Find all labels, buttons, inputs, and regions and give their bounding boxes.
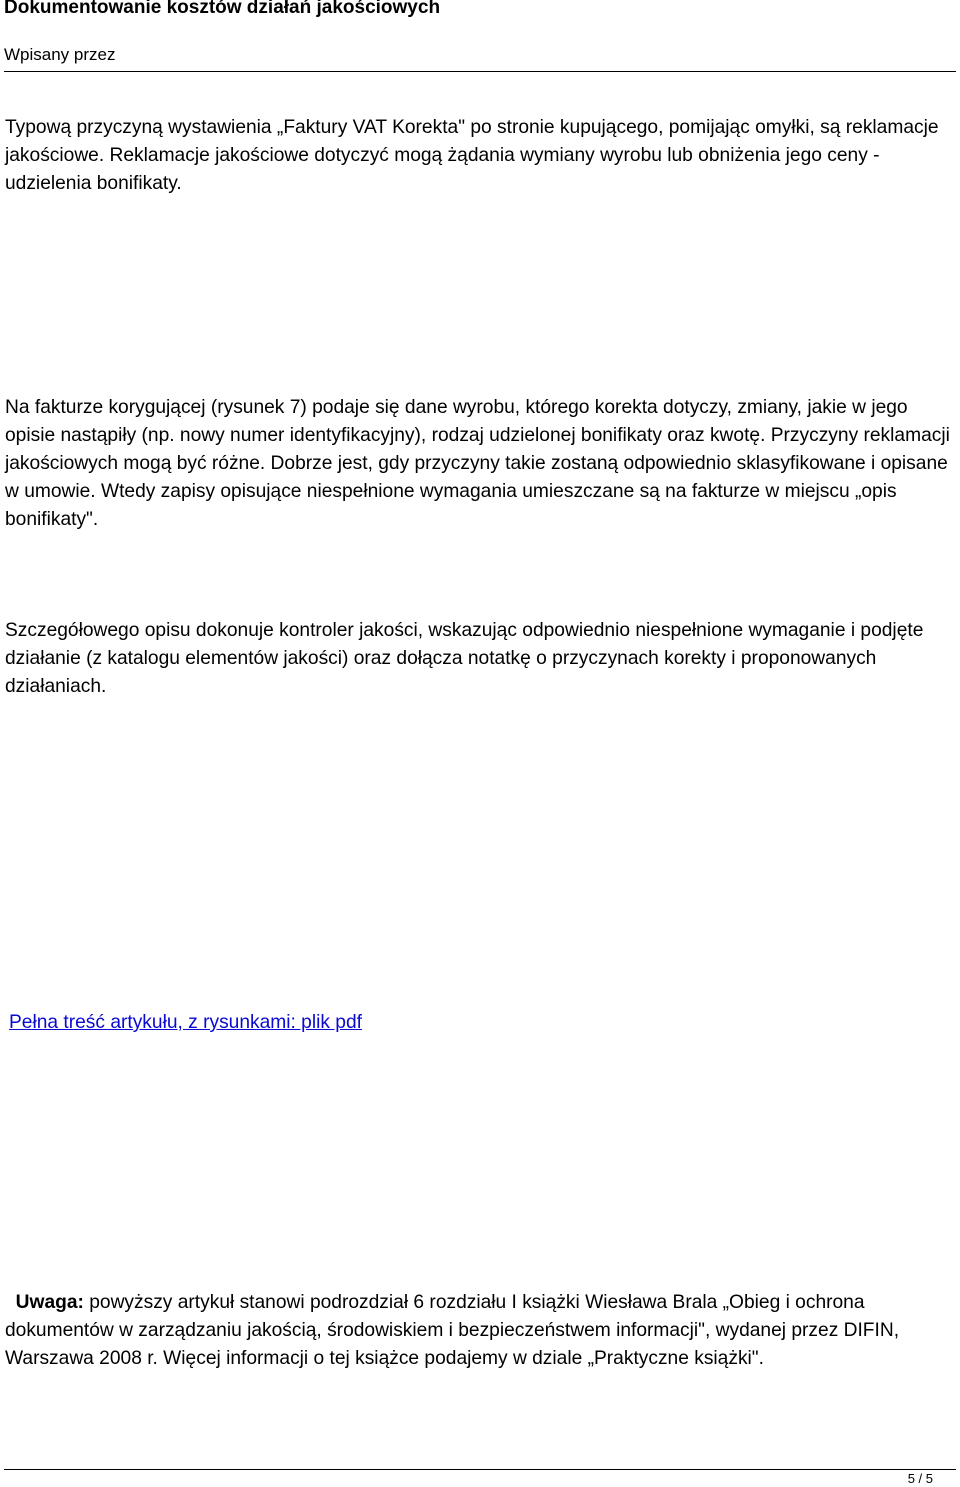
- footer-divider: [4, 1469, 956, 1470]
- note-label: Uwaga:: [15, 1292, 84, 1313]
- pdf-download-link[interactable]: Pełna treść artykułu, z rysunkami: plik pdf: [9, 1012, 362, 1033]
- page-number: 5 / 5: [907, 1471, 933, 1486]
- paragraph-2: Na fakturze korygującej (rysunek 7) podaje się dane wyrobu, którego korekta dotyczy, zmiany, jakie w jego opisie nastąpiły (np. nowy numer identyfikacyjny), rodzaj udzielonej bonifikaty oraz kwotę. Przyczyny reklamacji jakościowych mogą być różne. Dobrze jest, gdy przyczyny takie zostaną odpowiednio sklasyfikowane i opisane w umowie. Wtedy zapisy opisujące niespełnione wymagania umieszczane są na fakturze w miejscu „opis bonifikaty".: [5, 397, 950, 530]
- page-title: Dokumentowanie kosztów działań jakościowych: [4, 0, 441, 18]
- author-byline: Wpisany przez: [4, 45, 116, 64]
- paragraph-3: Szczegółowego opisu dokonuje kontroler jakości, wskazując odpowiednio niespełnione wymaganie i podjęte działanie (z katalogu elementów jakości) oraz dołącza notatkę o przyczynach korekty i proponowanych działaniach.: [5, 620, 924, 697]
- note-text: powyższy artykuł stanowi podrozdział 6 rozdziału I książki Wiesława Brala „Obieg i ochrona dokumentów w zarządzaniu jakością, środowiskiem i bezpieczeństwem informacji", wydanej przez DIFIN, Warszawa 2008 r. Więcej informacji o tej książce podajemy w dziale „Praktyczne książki".: [5, 1292, 900, 1369]
- paragraph-1: Typową przyczyną wystawienia „Faktury VAT Korekta" po stronie kupującego, pomijając omyłki, są reklamacje jakościowe. Reklamacje jakościowe dotyczyć mogą żądania wymiany wyrobu lub obniżenia jego ceny - udzielenia bonifikaty.: [5, 117, 939, 194]
- header-divider: [4, 71, 956, 72]
- note-paragraph: [5, 1289, 953, 1373]
